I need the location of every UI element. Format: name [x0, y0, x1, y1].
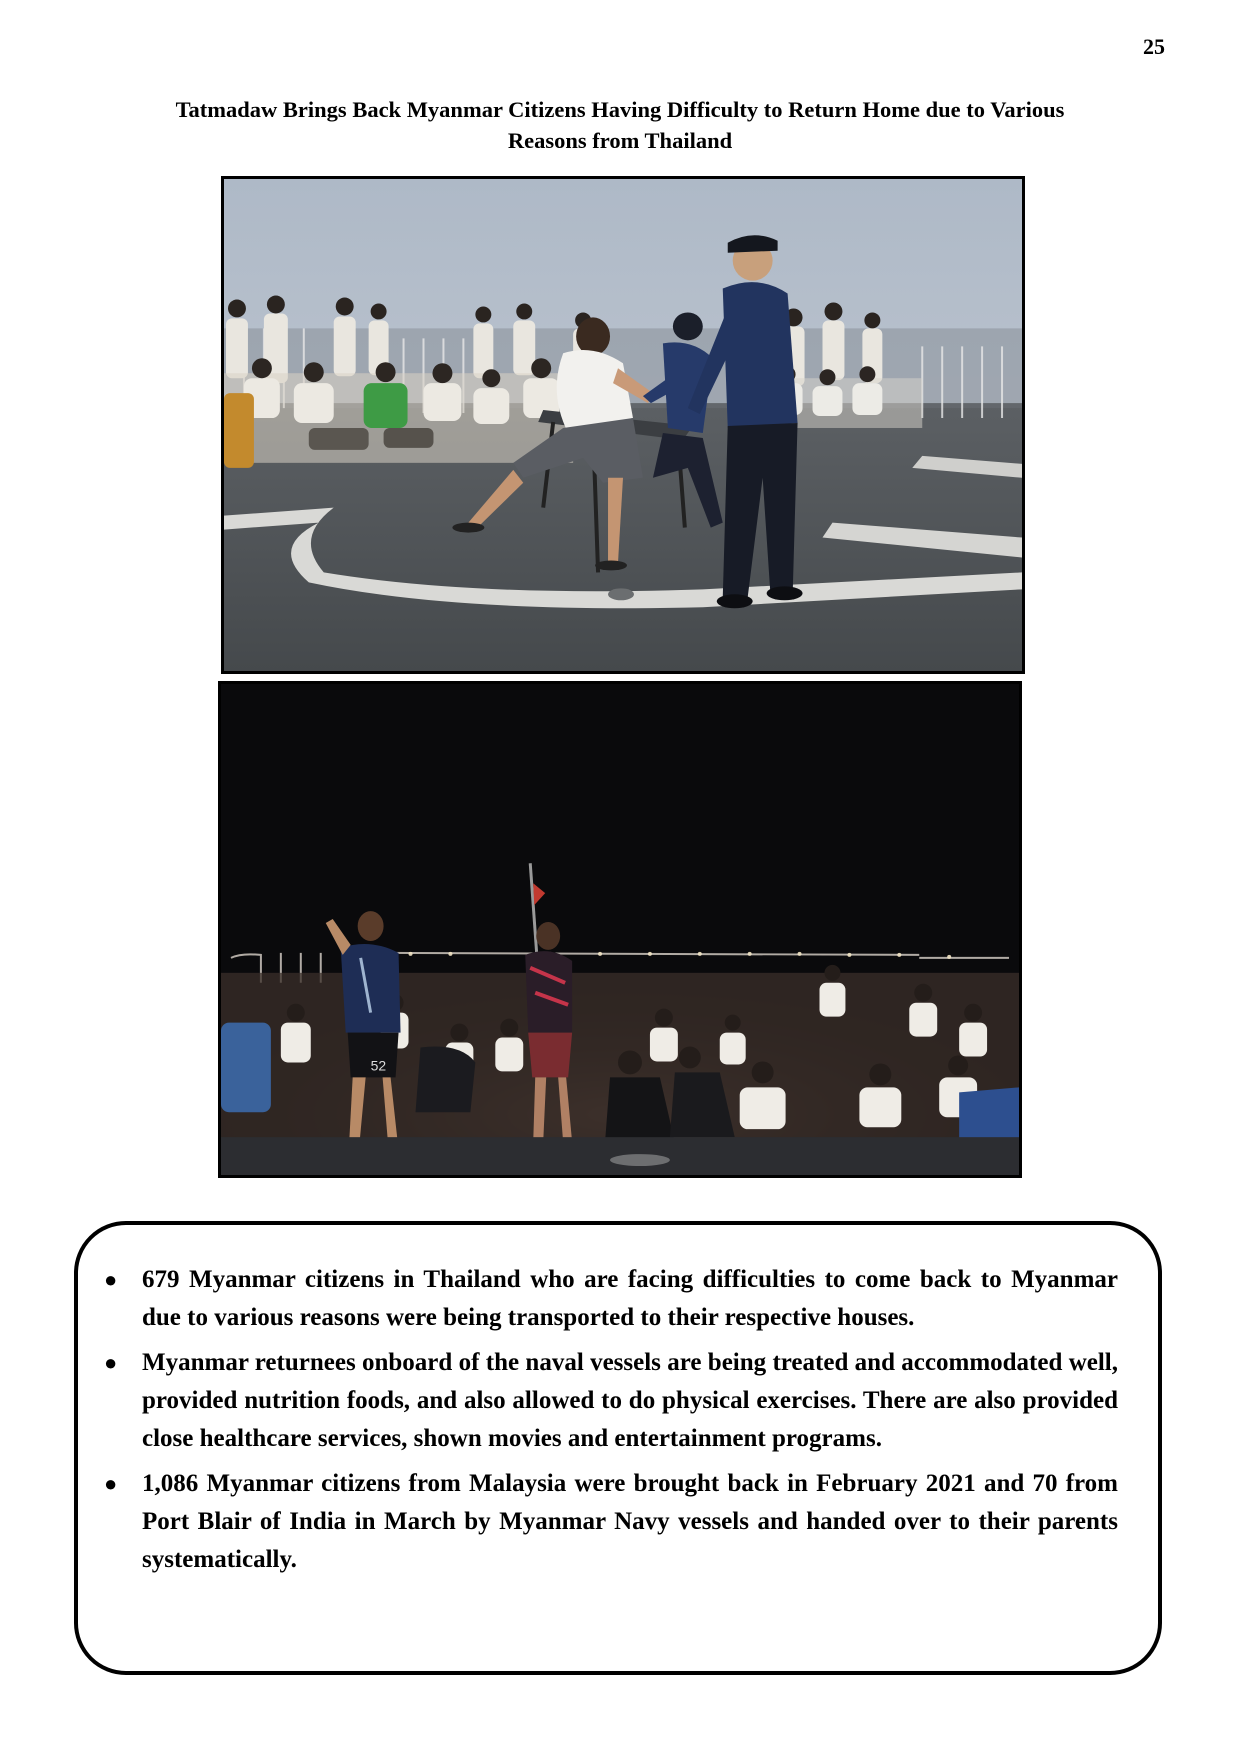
- night-entertainment-on-deck-photo: [218, 681, 1022, 1178]
- bullet-list: [104, 1261, 1118, 1586]
- bullet-item: [104, 1344, 1118, 1458]
- jersey-number: 52: [370, 1057, 387, 1074]
- bullet-text: Myanmar returnees onboard of the naval vessels are being treated and accommodated well, provided nutrition foods, and also allowed to do physical exercises. There are also provided close healthcare services, shown movies and entertainment programs.: [142, 1349, 1118, 1452]
- bullet-item: [104, 1261, 1118, 1337]
- arm-wrestling-on-deck-photo: [221, 176, 1025, 674]
- page-number: 25: [1143, 34, 1165, 59]
- night-entertainment-scene: [221, 684, 1019, 1175]
- bullet-text: 679 Myanmar citizens in Thailand who are facing difficulties to come back to Myanmar due to various reasons were being transported to their respective houses.: [142, 1266, 1118, 1331]
- bullet-dot-icon: ●: [104, 1267, 118, 1292]
- bullet-text: 1,086 Myanmar citizens from Malaysia were brought back in February 2021 and 70 from Port Blair of India in March by Myanmar Navy vessels and handed over to their parents systematically.: [142, 1470, 1118, 1573]
- page-title: [100, 94, 1140, 156]
- bullet-dot-icon: ●: [104, 1350, 118, 1375]
- bullet-item: [104, 1465, 1118, 1579]
- info-box: [74, 1221, 1162, 1675]
- bullet-dot-icon: ●: [104, 1471, 118, 1496]
- page-title-line-2: Reasons from Thailand: [507, 128, 733, 153]
- arm-wrestling-scene: [224, 179, 1022, 671]
- page-title-line-1: Tatmadaw Brings Back Myanmar Citizens Having Difficulty to Return Home due to Various: [175, 97, 1065, 122]
